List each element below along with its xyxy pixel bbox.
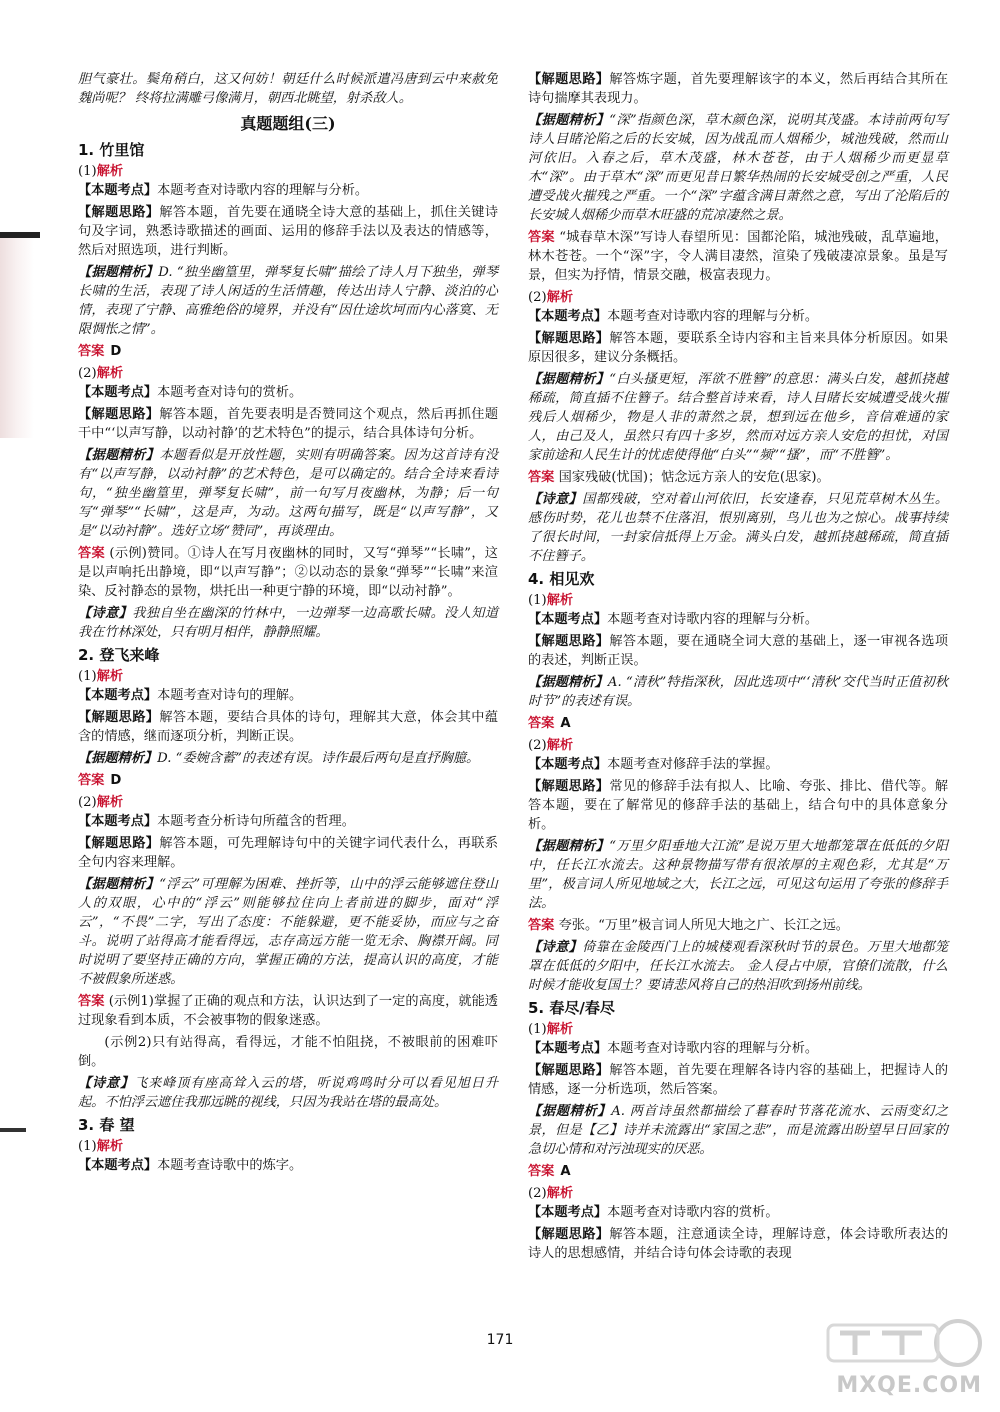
jingxi: 【据题精析】D. “委婉含蓄”的表述有误。诗作最后两句是直抒胸臆。	[78, 751, 480, 766]
jingxi: 【据题精析】A. 两首诗虽然都描绘了暮春时节落花流水、云雨变幻之景，但是【乙】诗并未流露出“家国之悲”，而是流露出盼望早日回家的急切心情和对污浊现实的厌恶。	[528, 1104, 949, 1157]
kaodian: 【本题考点】本题考查对诗句的赏析。	[78, 385, 303, 400]
jingxi: 【据题精析】A. “清秋”特指深秋，因此选项中“‘清秋’交代当时正值初秋时节”的表述有误。	[528, 675, 949, 709]
subpart-header: (1)解析	[528, 1022, 574, 1037]
right-column	[528, 70, 948, 1266]
question-title: 1. 竹里馆	[78, 141, 145, 159]
jingxi: 【据题精析】“深”指颜色深，草木颜色深，说明其茂盛。本诗前两句写诗人目睹沦陷之后的长安城，因为战乱而人烟稀少，城池残破，然而山河依旧。入春之后，草木茂盛，林木苍苍，由于人烟稀少而更显草木“深”。由于草木“深”而更见昔日繁华热闹的长安城受创之严重，人民遭受战火摧残之严重。一个“深”字蕴含满目萧然之意，写出了沦陷后的长安城人烟稀少而草木旺盛的荒凉凄然之景。	[528, 113, 948, 223]
silu: 【解题思路】解答本题，要在通晓全词大意的基础上，逐一审视各选项的表述，判断正误。	[528, 634, 949, 668]
shiyi: 【诗意】国都残破，空对着山河依旧，长安逢春，只见荒草树木丛生。感伤时势，花儿也禁不住落泪，恨别离别，鸟儿也为之惊心。战事持续了很长时间，一封家信抵得上万金。满头白发，越抓挠越稀疏，简直插不住簪子。	[528, 492, 949, 564]
page-number: 171	[486, 1332, 514, 1348]
answer: 答案 国家残破(忧国)；惦念远方亲人的安危(思家)。	[528, 470, 830, 485]
answer: 答案 (示例)赞同。①诗人在写月夜幽林的同时，又写“弹琴”“长啸”，这是以声响托出静境，即“以声写静”；②以动态的景象“弹琴”“长啸”来渲染、反衬静态的景物，烘托出一种更宁静的环境，即“以动衬静”。	[78, 546, 498, 599]
subpart-header: (2)解析	[78, 795, 124, 810]
silu: 【解题思路】解答本题，首先要在通晓全诗大意的基础上，抓住关键诗句及字词，熟悉诗歌描述的画面、运用的修辞手法以及表达的情感等，然后对照选项，进行判断。	[78, 205, 499, 258]
scan-edge-mark	[0, 1128, 26, 1132]
subpart-header: (2)解析	[528, 738, 574, 753]
silu: 【解题思路】解答本题，要结合具体的诗句，理解其大意，体会其中蕴含的情感，继而逐项分析，判断正误。	[78, 710, 499, 744]
silu: 【解题思路】解答本题，首先要在理解各诗内容的基础上，把握诗人的情感，逐一分析选项，然后答案。	[528, 1063, 949, 1097]
shiyi: 【诗意】飞来峰顶有座高耸入云的塔，听说鸡鸣时分可以看见旭日升起。不怕浮云遮住我那远眺的视线，只因为我站在塔的最高处。	[78, 1076, 499, 1110]
scan-edge-mark	[0, 238, 34, 438]
subpart-header: (2)解析	[528, 290, 574, 305]
kaodian: 【本题考点】本题考查对诗歌内容的理解与分析。	[528, 612, 819, 627]
question-title: 2. 登飞来峰	[78, 646, 160, 664]
answer: 答案 D	[78, 344, 122, 359]
intro-text: 胆气豪壮。鬓角稍白，这又何妨！朝廷什么时候派遣冯唐到云中来赦免魏尚呢？ 终将拉满雕弓像满月，朝西北眺望，射杀敌人。	[78, 72, 498, 106]
jingxi: 【据题精析】“万里夕阳垂地大江流”是说万里大地都笼罩在低低的夕阳中，任长江水流去。这种景物描写带有很浓厚的主观色彩，尤其是“万里”，极言词人所见地域之大，长江之远，可见这句运用了夸张的修辞手法。	[528, 839, 948, 911]
silu: 【解题思路】常见的修辞手法有拟人、比喻、夸张、排比、借代等。解答本题，要在了解常见的修辞手法的基础上，结合句中的具体意象分析。	[528, 779, 949, 832]
answer: 答案 D	[78, 773, 122, 788]
answer: 答案 夸张。“万里”极言词人所见大地之广、长江之远。	[528, 918, 849, 933]
silu: 【解题思路】解答本题，可先理解诗句中的关键字词代表什么，再联系全句内容来理解。	[78, 836, 499, 870]
kaodian: 【本题考点】本题考查对诗句的理解。	[78, 688, 303, 703]
left-column	[78, 70, 498, 1178]
jingxi: 【据题精析】“浮云”可理解为困难、挫折等，山中的浮云能够遮住登山人的双眼，心中的“浮云”则能够拉住向上者前进的脚步，面对“浮云”，“不畏”二字，写出了态度：不能躲避，更不能妥协，而应与之奋斗。说明了站得高才能看得远，志存高远方能一览无余、胸襟开阔。同时说明了要坚持正确的方向，掌握正确的方法，提高认识的高度，才能不被假象所迷惑。	[78, 877, 498, 987]
shiyi: 【诗意】倚靠在金陵西门上的城楼观看深秋时节的景色。万里大地都笼罩在低低的夕阳中，任长江水流去。 金人侵占中原，官僚们流散，什么时候才能收复国土？要请悲风将自己的热泪吹到扬州前线。	[528, 940, 949, 993]
answer: 答案 “城春草木深”写诗人春望所见：国都沦陷，城池残破，乱草遍地，林木苍苍。一个“深”字，令人满目凄然，渲染了残破凄凉景象。虽是写景，但实为抒情，情景交融，极富表现力。	[528, 230, 948, 283]
subpart-header: (2)解析	[78, 366, 124, 381]
jingxi: 【据题精析】D. “独坐幽篁里，弹琴复长啸”描绘了诗人月下独坐，弹琴长啸的生活，表现了诗人闲适的生活情趣，传达出诗人宁静、淡泊的心情，表现了宁静、高雅绝俗的境界，并没有“因仕途坎坷而内心落寞、无限惆怅之情”。	[78, 265, 499, 337]
subpart-header: (1)解析	[78, 1139, 124, 1154]
answer: 答案 A	[528, 1164, 571, 1179]
silu: 【解题思路】解答炼字题，首先要理解该字的本义，然后再结合其所在诗句揣摩其表现力。	[528, 72, 949, 106]
kaodian: 【本题考点】本题考查诗歌中的炼字。	[78, 1158, 303, 1173]
answer: 答案 (示例1)掌握了正确的观点和方法，认识达到了一定的高度，就能透过现象看到本质，不会被事物的假象迷惑。	[78, 994, 498, 1028]
silu: 【解题思路】解答本题，首先要表明是否赞同这个观点，然后再抓住题干中“‘以声写静，以动衬静’的艺术特色”的提示，结合具体诗句分析。	[78, 407, 499, 441]
shiyi: 【诗意】我独自坐在幽深的竹林中，一边弹琴一边高歌长啸。没人知道我在竹林深处，只有明月相伴，静静照耀。	[78, 606, 499, 640]
kaodian: 【本题考点】本题考查对诗歌内容的理解与分析。	[528, 309, 819, 324]
subpart-header: (1)解析	[528, 593, 574, 608]
watermark-text: MXQE.COM	[836, 1373, 982, 1398]
jingxi: 【据题精析】“白头搔更短，浑欲不胜簪”的意思：满头白发，越抓挠越稀疏，简直插不住簪子。结合整首诗来看，诗人目睹长安城遭受战火摧残后人烟稀少，物是人非的萧然之景，想到远在他乡，音信难通的家人，由己及人，虽然只有四十多岁，然而对远方亲人安危的担忧，对国家前途和人民生计的忧虑使得他“白头”“频”“搔”，而“不胜簪”。	[528, 372, 948, 463]
question-title: 4. 相见欢	[528, 570, 595, 588]
section-title: 真题题组(三)	[240, 114, 336, 133]
answer: 答案 A	[528, 716, 571, 731]
kaodian: 【本题考点】本题考查分析诗句所蕴含的哲理。	[78, 814, 355, 829]
subpart-header: (2)解析	[528, 1186, 574, 1201]
kaodian: 【本题考点】本题考查对修辞手法的掌握。	[528, 757, 779, 772]
question-title: 5. 春尽/春尽	[528, 999, 615, 1017]
jingxi: 【据题精析】本题看似是开放性题，实则有明确答案。因为这首诗有没有“以声写静，以动衬静”的艺术特色，是可以确定的。结合全诗来看诗句，“独坐幽篁里，弹琴复长啸”，前一句写月夜幽林，为静；后一句写“弹琴”“长啸”，这是声，为动。这两句描写，既是“以声写静”，又是“以动衬静”。选好立场“赞同”，再谈理由。	[78, 448, 499, 539]
subpart-header: (1)解析	[78, 669, 124, 684]
kaodian: 【本题考点】本题考查对诗歌内容的理解与分析。	[528, 1041, 819, 1056]
silu: 【解题思路】解答本题，要联系全诗内容和主旨来具体分析原因。如果原因很多，建议分条概括。	[528, 331, 949, 365]
kaodian: 【本题考点】本题考查对诗歌内容的理解与分析。	[78, 183, 369, 198]
kaodian: 【本题考点】本题考查对诗歌内容的赏析。	[528, 1205, 779, 1220]
subpart-header: (1)解析	[78, 164, 124, 179]
silu: 【解题思路】解答本题，注意通读全诗，理解诗意，体会诗歌所表达的诗人的思想感情，并结合诗句体会诗歌的表现	[528, 1227, 949, 1261]
question-title: 3. 春 望	[78, 1116, 135, 1134]
answer-example-2: (示例2)只有站得高，看得远，才能不怕阻挠，不被眼前的困难吓倒。	[78, 1035, 498, 1069]
